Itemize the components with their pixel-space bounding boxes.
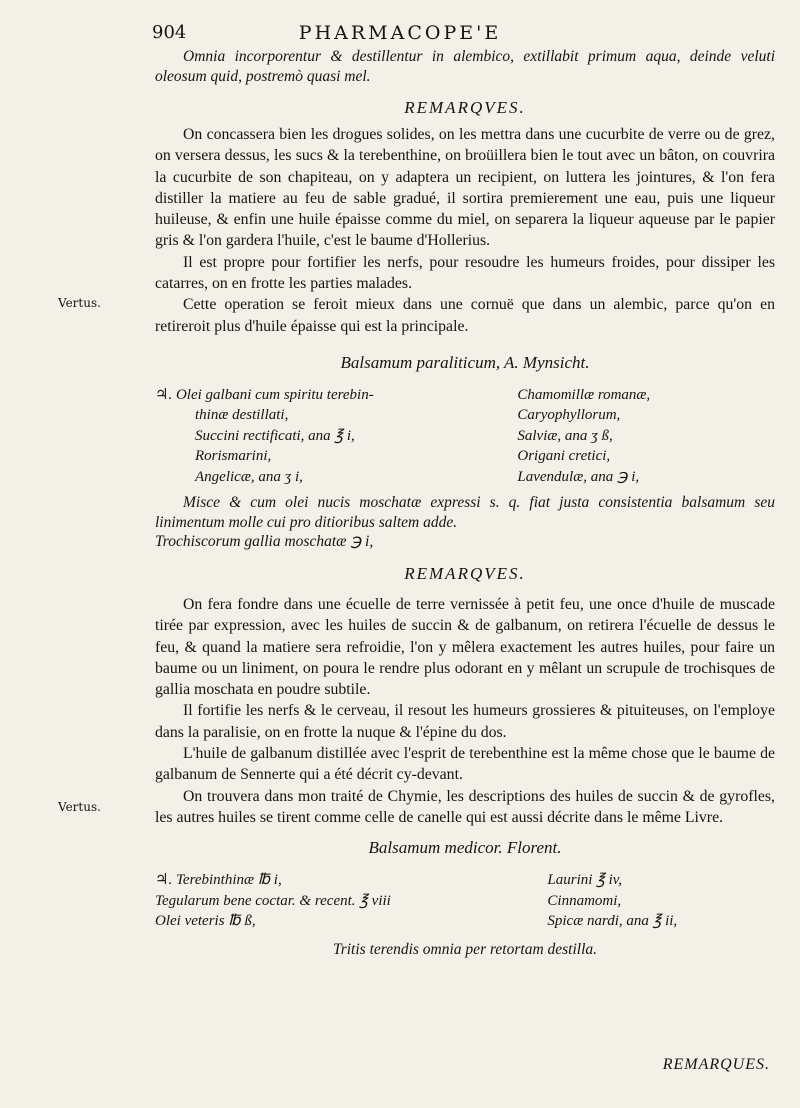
recipe1-instructions: Misce & cum olei nucis moschatæ expressi s. q. fiat justa consistentia balsamum seu linimentum molle cui pro ditioribus saltem adde. [155,494,775,531]
ingredient-line: Succini rectificati, ana ℥ i, [195,427,355,444]
remarques-heading-1: REMARQVES. [404,98,526,117]
ingredient-line: Laurini ℥ iv, [547,872,623,889]
intro-latin: Omnia incorporentur & destillentur in alembico, extillabit primum aqua, deinde veluti oleosum quid, postremò quasi mel. [155,48,775,85]
ingredient-line: thinæ destillati, [195,407,289,424]
recipe2-title: Balsamum medicor. Florent. [368,838,562,858]
remarques2-paragraph-3: L'huile de galbanum distillée avec l'esprit de terebenthine est la même chose que le baume de galbanum de Sennerte qui a été décrit cy-devant. [155,745,775,784]
ingredient-line: Olei veteris ℔ ß, [155,913,256,930]
recipe1-addition: Trochiscorum gallia moschatæ ℈ i, [155,533,374,551]
remarques2-paragraph-2: Il fortifie les nerfs & le cerveau, il resout les humeurs grossieres & pituiteuses, on l'employe dans la paralisie, on en frotte la nuque & l'épine du dos. [155,702,775,741]
ingredient-line: Cinnamomi, [547,892,622,909]
ingredient-line: Spicæ nardi, ana ℥ ii, [547,913,678,930]
ingredient-line: Origani cretici, [517,448,611,465]
recipe2-ingredients [155,870,775,932]
page-header [0,22,800,48]
remarques1-paragraph-2: Il est propre pour fortifier les nerfs, pour resoudre les humeurs froides, pour dissiper les catarres, on en frotte les parties malades. [155,253,775,293]
recipe1-column-left [155,385,477,488]
ingredient-line: Tegularum bene coctar. & recent. ℥ viii [155,892,391,909]
ingredient-line: Lavendulæ, ana ℈ i, [517,468,640,485]
ingredient-line: ♃. Terebinthinæ ℔ i, [155,872,282,889]
margin-note-vertus-1: Vertus. [58,296,101,310]
recipe1-column-right [477,385,775,488]
remarques-heading-2: REMARQVES. [404,563,526,583]
ingredient-line: ♃. Olei galbani cum spiritu terebin- [155,386,374,403]
running-title: PHARMACOPE'E [298,22,502,44]
page-number: 904 [152,22,187,43]
remarques2-paragraph-1: On fera fondre dans une écuelle de terre vernissée à petit feu, une once d'huile de muscade tirée par expression, avec les huiles de succin & de galbanum, on retirera l'écuelle de dessus le feu, & quand la matiere sera refroidie, l'on y mêlera exactement les autres huiles, pour faire un baume ou un liniment, on poura le rendre plus odorant en y mêlant un scrupule de trochisques de gallia moschata en poudre subtile. [155,595,775,699]
remarques1-paragraph-1: On concassera bien les drogues solides, on les mettra dans une cucurbite de verre ou de grez, on versera dessus, les sucs & la terebenthine, on broüillera bien le tout avec un bâton, on couvrira la cucurbite de son chapiteau, on y adaptera un recipient, on luttera les jointures, & l'on fera distiller la matiere au feu de sable gradué, il sortira premierement une eau, puis une liqueur huileuse, & enfin une huile épaisse comme du miel, on separera la liqueur aqueuse par le papier gris & l'on gardera l'huile, c'est le baume d'Hollerius. [155,126,775,250]
ingredient-line: Angelicæ, ana ʒ i, [195,468,303,485]
ingredient-line: Rorismarini, [195,448,272,465]
remarques2-paragraph-4: On trouvera dans mon traité de Chymie, les descriptions des huiles de succin & de gyrofles, les autres huiles se tirent comme celle de canelle qui est aussi décrite dans le même Livre. [155,787,775,826]
recipe2-column-right [477,870,775,932]
recipe1-ingredients [155,385,775,488]
ingredient-line: Caryophyllorum, [517,407,621,424]
ingredient-line: Salviæ, ana ʒ ß, [517,427,613,444]
remarques1-paragraph-3: Cette operation se feroit mieux dans une cornuë que dans un alembic, parce qu'on en retireroit plus d'huile épaisse qui est la principale. [155,296,775,335]
recipe2-column-left [155,870,477,932]
recipe2-instructions: Tritis terendis omnia per retortam destilla. [332,940,598,958]
margin-note-vertus-2: Vertus. [58,800,101,814]
page-content [155,47,775,959]
recipe1-title: Balsamum paraliticum, A. Mynsicht. [340,352,590,372]
catchword: REMARQUES. [662,1056,770,1073]
ingredient-line: Chamomillæ romanæ, [517,386,651,403]
